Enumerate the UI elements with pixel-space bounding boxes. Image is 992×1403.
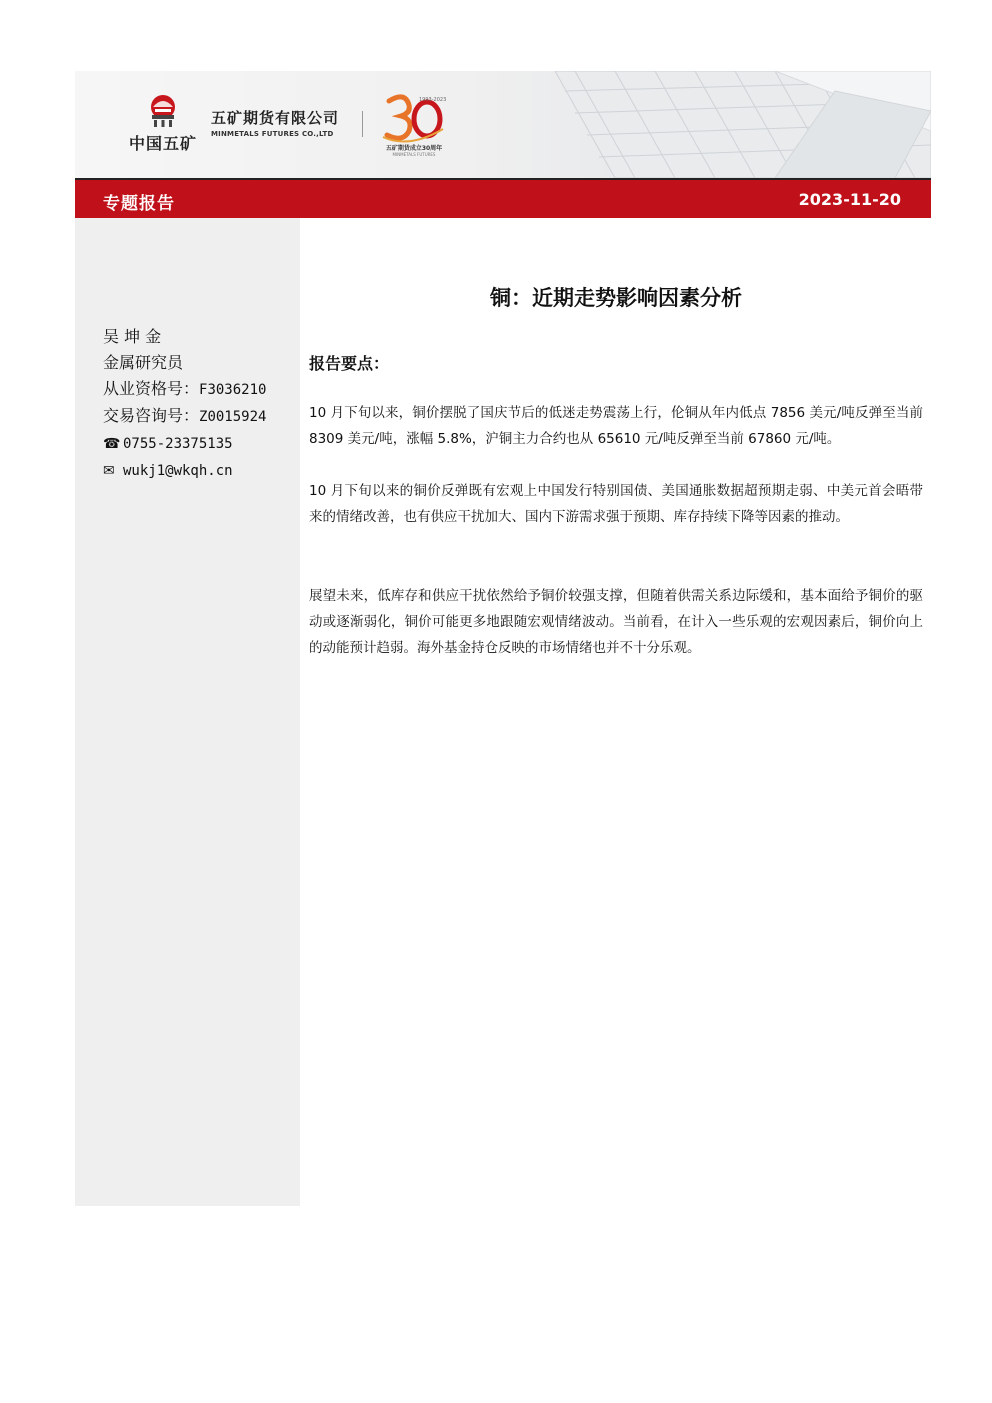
author-info: [103, 324, 266, 484]
paragraph: 展望未来，低库存和供应干扰依然给予铜价较强支撑，但随着供需关系边际缓和，基本面给予铜价的驱动或逐渐弱化，铜价可能更多地跟随宏观情绪波动。当前看，在计入一些乐观的宏观因素后，铜价向上的动能预计趋弱。海外基金持仓反映的市场情绪也并不十分乐观。: [309, 588, 923, 656]
author-sidebar: [75, 218, 300, 1206]
report-type-bar: [75, 180, 931, 218]
header-banner: [75, 71, 931, 178]
anniversary-logo: [379, 91, 449, 161]
paragraph: 10 月下旬以来的铜价反弹既有宏观上中国发行特别国债、美国通胀数据超预期走弱、中美元首会晤带来的情绪改善，也有供应干扰加大、国内下游需求强于预期、库存持续下降等因素的推动。: [309, 483, 923, 525]
author-name: 吴 坤 金: [103, 327, 162, 346]
building-graphic: [75, 71, 931, 178]
anniversary-subcaption: MINMETALS FUTURES: [392, 152, 436, 157]
minmetals-emblem-icon: [145, 93, 181, 129]
consult-line: [103, 403, 266, 430]
report-type: 专题报告: [103, 194, 175, 214]
logo-divider: [362, 111, 363, 137]
minmetals-futures-logo: [211, 107, 339, 138]
license-line: [103, 376, 266, 403]
anniversary-caption: 五矿期货成立30周年: [385, 145, 443, 152]
key-points-heading: 报告要点：: [309, 354, 390, 373]
anniversary-years: 1993-2023: [419, 97, 447, 103]
phone-icon: ☎: [103, 436, 121, 452]
author-position: 金属研究员: [103, 353, 184, 372]
phone-line: [103, 430, 266, 457]
report-title: 铜：近期走势影响因素分析: [490, 286, 742, 310]
consult-label: 交易咨询号：: [103, 406, 200, 425]
email-icon: ✉: [103, 463, 115, 479]
company-name-cn: 五矿期货有限公司: [211, 109, 340, 127]
license-number: F3036210: [199, 382, 267, 398]
license-label: 从业资格号：: [103, 379, 200, 398]
company-name-en: MINMETALS FUTURES CO.,LTD: [211, 130, 334, 138]
email-line[interactable]: [103, 457, 266, 484]
report-date: 2023-11-20: [798, 190, 901, 209]
phone-number: 0755-23375135: [123, 436, 233, 452]
china-minmetals-logo: [123, 93, 203, 163]
thirty-years-icon: [379, 91, 449, 143]
consult-number: Z0015924: [199, 409, 267, 425]
china-minmetals-name: 中国五矿: [128, 134, 197, 153]
email-address[interactable]: wukj1@wkqh.cn: [123, 463, 233, 479]
paragraph: 10 月下旬以来，铜价摆脱了国庆节后的低迷走势震荡上行，伦铜从年内低点 7856 美元/吨反弹至当前 8309 美元/吨，涨幅 5.8%，沪铜主力合约也从 65610 元/吨反弹至当前 67860 元/吨。: [309, 405, 923, 447]
